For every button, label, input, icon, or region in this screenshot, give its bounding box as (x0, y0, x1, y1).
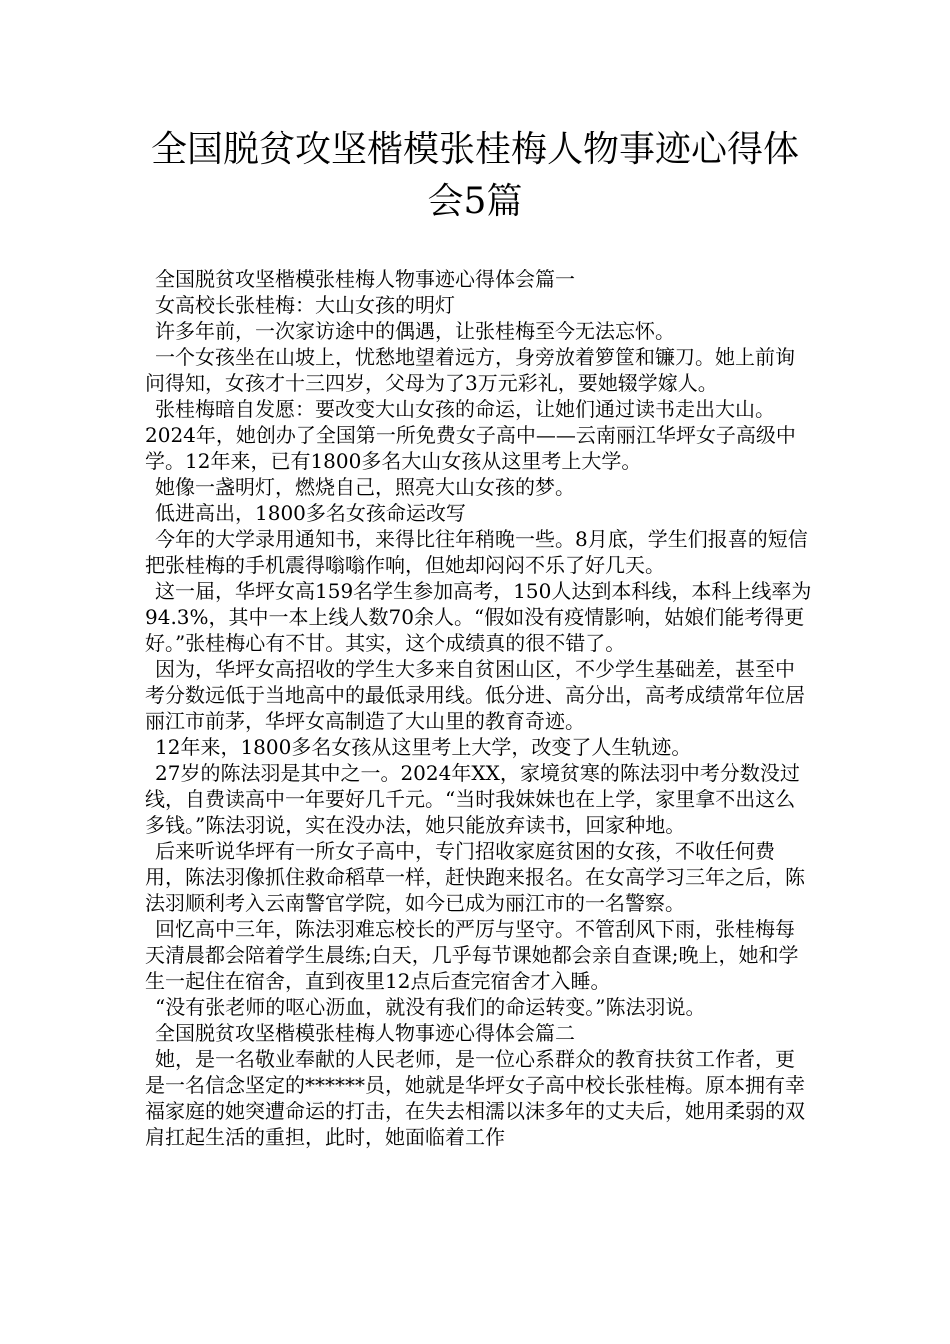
paragraph: 她，是一名敬业奉献的人民老师，是一位心系群众的教育扶贫工作者，更是一名信念坚定的******员，她就是华坪女子高中校长张桂梅。原本拥有幸福家庭的她突遭命运的打击，在失去相濡以沫多年的丈夫后，她用柔弱的双肩扛起生活的重担，此时，她面临着工作 (145, 1047, 805, 1149)
paragraph: 12年来，1800多名女孩从这里考上大学，改变了人生轨迹。 (155, 735, 692, 759)
paragraph: 张桂梅暗自发愿：要改变大山女孩的命运，让她们通过读书走出大山。2024年，她创办了全国第一所免费女子高中——云南丽江华坪女子高级中学。12年来，已有1800多名大山女孩从这里考上大学。 (145, 397, 796, 473)
section-heading: 全国脱贫攻坚楷模张桂梅人物事迹心得体会篇二 (155, 1021, 575, 1045)
paragraph: 回忆高中三年，陈法羽难忘校长的严厉与坚守。不管刮风下雨，张桂梅每天清晨都会陪着学生晨练;白天，几乎每节课她都会亲自查课;晚上，她和学生一起住在宿舍，直到夜里12点后查完宿舍才入睡。 (145, 917, 799, 993)
section-heading: 全国脱贫攻坚楷模张桂梅人物事迹心得体会篇一 (155, 267, 575, 291)
paragraph: 一个女孩坐在山坡上，忧愁地望着远方，身旁放着箩筐和镰刀。她上前询问得知，女孩才十三四岁，父母为了3万元彩礼，要她辍学嫁人。 (145, 345, 795, 395)
paragraph: 这一届，华坪女高159名学生参加高考，150人达到本科线，本科上线率为94.3%，其中一本上线人数70余人。“假如没有疫情影响，姑娘们能考得更好。”张桂梅心有不甘。其实，这个成绩真的很不错了。 (145, 579, 812, 655)
paragraph: 因为，华坪女高招收的学生大多来自贫困山区，不少学生基础差，甚至中考分数远低于当地高中的最低录用线。低分进、高分出，高考成绩常年位居丽江市前茅，华坪女高制造了大山里的教育奇迹。 (145, 657, 805, 733)
paragraph: 后来听说华坪有一所女子高中，专门招收家庭贫困的女孩，不收任何费用，陈法羽像抓住救命稻草一样，赶快跑来报名。在女高学习三年之后，陈法羽顺利考入云南警官学院，如今已成为丽江市的一名警察。 (145, 839, 805, 915)
paragraph: 她像一盏明灯，燃烧自己，照亮大山女孩的梦。 (155, 475, 575, 499)
subtitle: 女高校长张桂梅：大山女孩的明灯 (155, 293, 455, 317)
title-line-1: 全国脱贫攻坚楷模张桂梅人物事迹心得体 (150, 129, 799, 170)
paragraph: “没有张老师的呕心沥血，就没有我们的命运转变。”陈法羽说。 (155, 995, 706, 1019)
title-line-2: 会5篇 (427, 181, 523, 222)
subheading: 低进高出，1800多名女孩命运改写 (155, 501, 466, 525)
paragraph: 27岁的陈法羽是其中之一。2024年XX，家境贫寒的陈法羽中考分数没过线，自费读高中一年要好几千元。“当时我妹妹也在上学，家里拿不出这么多钱。”陈法羽说，实在没办法，她只能放弃读书，回家种地。 (145, 761, 800, 837)
paragraph: 今年的大学录用通知书，来得比往年稍晚一些。8月底，学生们报喜的短信把张桂梅的手机震得嗡嗡作响，但她却闷闷不乐了好几天。 (145, 527, 808, 577)
paragraph: 许多年前，一次家访途中的偶遇，让张桂梅至今无法忘怀。 (155, 319, 675, 343)
document-body (145, 266, 813, 1150)
document-title (100, 124, 850, 228)
